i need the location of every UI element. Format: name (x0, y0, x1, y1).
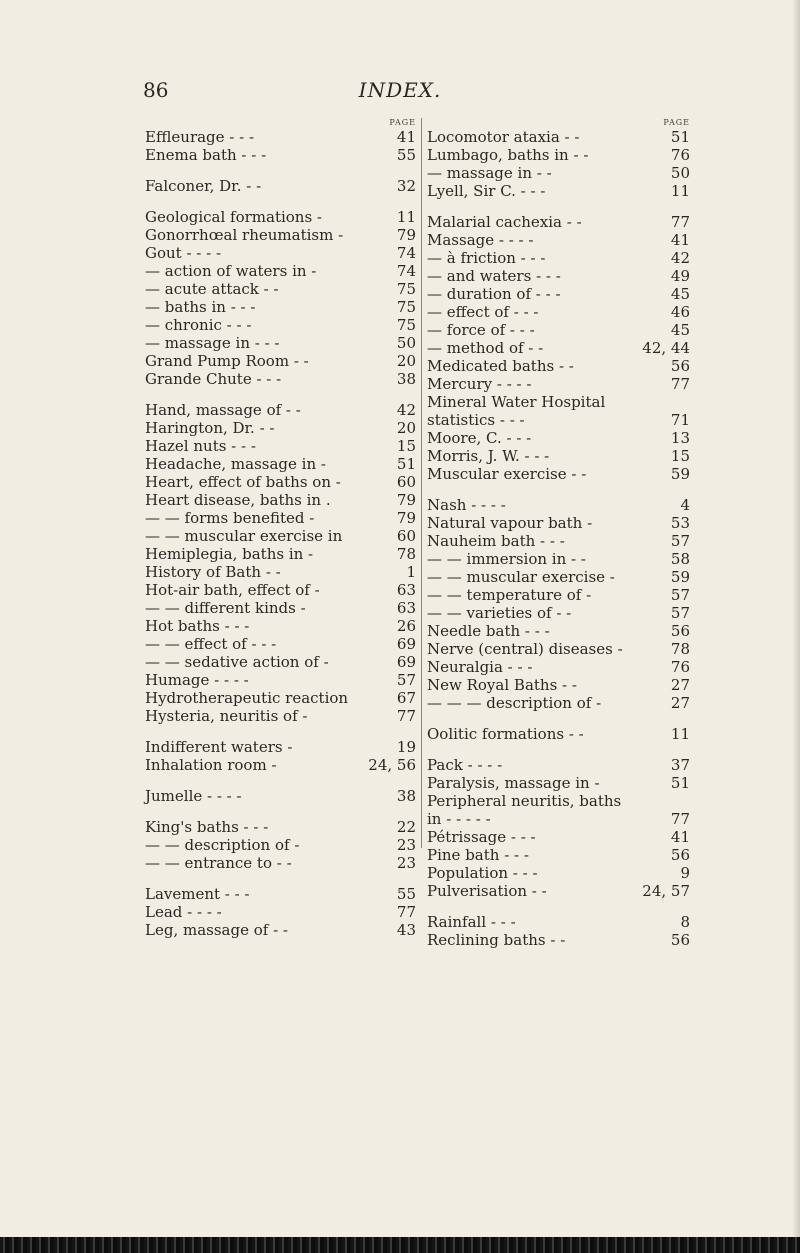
section-gap (145, 872, 416, 885)
index-entry (427, 568, 690, 586)
entry-term: Geological formations - (145, 208, 322, 226)
index-entry (145, 854, 416, 872)
entry-page-ref: 69 (396, 653, 416, 671)
entry-page-ref: 67 (396, 689, 416, 707)
index-entry (145, 671, 416, 689)
entry-page-ref: 50 (670, 164, 690, 182)
section-gap (427, 900, 690, 913)
entry-page-ref: 77 (396, 707, 416, 725)
entry-term: — — sedative action of - (145, 653, 329, 671)
index-entry (427, 864, 690, 882)
entry-page-ref: 41 (396, 128, 416, 146)
index-entry (427, 164, 690, 182)
index-entry (145, 280, 416, 298)
entry-page-ref: 69 (396, 635, 416, 653)
entry-page-ref: 1 (406, 563, 416, 581)
entry-term: Mercury - - - - (427, 375, 532, 393)
index-entry (427, 882, 690, 900)
index-entry (145, 756, 416, 774)
entry-page-ref: 56 (670, 357, 690, 375)
index-entry (145, 455, 416, 473)
entry-page-ref: 32 (396, 177, 416, 195)
entry-term: Paralysis, massage in - (427, 774, 600, 792)
index-entry (145, 635, 416, 653)
entry-term: — — varieties of - - (427, 604, 572, 622)
index-entry (427, 447, 690, 465)
entry-term: — massage in - - (427, 164, 552, 182)
entry-term: Hand, massage of - - (145, 401, 301, 419)
entry-term: — massage in - - - (145, 334, 280, 352)
entry-term: Lavement - - - (145, 885, 250, 903)
entry-term: Pétrissage - - - (427, 828, 536, 846)
index-entry (427, 267, 690, 285)
index-entry (427, 810, 690, 828)
index-entry (145, 527, 416, 545)
entry-page-ref: 38 (396, 370, 416, 388)
index-entry (427, 913, 690, 931)
entry-page-ref: 59 (670, 568, 690, 586)
entry-term: Nerve (central) diseases - (427, 640, 623, 658)
index-entry (145, 352, 416, 370)
entry-term: — — description of - (145, 836, 300, 854)
index-entry (145, 617, 416, 635)
entry-page-ref: 13 (670, 429, 690, 447)
index-entry (145, 128, 416, 146)
entry-term: Medicated baths - - (427, 357, 574, 375)
index-entry (145, 581, 416, 599)
index-entry (145, 509, 416, 527)
index-entry (145, 689, 416, 707)
index-entry (427, 285, 690, 303)
entry-page-ref: 79 (396, 226, 416, 244)
entry-term: Massage - - - - (427, 231, 534, 249)
entry-page-ref: 46 (670, 303, 690, 321)
entry-page-ref: 57 (670, 532, 690, 550)
entry-page-ref: 76 (670, 146, 690, 164)
entry-page-ref: 53 (670, 514, 690, 532)
entry-term: Heart, effect of baths on - (145, 473, 341, 491)
entry-term: Muscular exercise - - (427, 465, 587, 483)
entry-page-ref: 57 (670, 586, 690, 604)
entry-page-ref: 56 (670, 622, 690, 640)
entry-term: — — entrance to - - (145, 854, 292, 872)
entry-term: Effleurage - - - (145, 128, 255, 146)
entry-term: Gonorrhœal rheumatism - (145, 226, 344, 244)
index-entry (427, 725, 690, 743)
section-gap (145, 774, 416, 787)
page-column-heading: PAGE (389, 118, 416, 127)
entry-term: — effect of - - - (427, 303, 539, 321)
entry-term: King's baths - - - (145, 818, 269, 836)
entry-page-ref: 76 (670, 658, 690, 676)
index-entry (145, 262, 416, 280)
index-entry (427, 604, 690, 622)
index-entry (145, 921, 416, 939)
entry-page-ref: 75 (396, 316, 416, 334)
index-entry (427, 774, 690, 792)
entry-page-ref: 27 (670, 694, 690, 712)
entry-term: — chronic - - - (145, 316, 252, 334)
entry-page-ref: 24, 57 (642, 882, 690, 900)
section-gap (145, 388, 416, 401)
index-entry (427, 514, 690, 532)
entry-term: New Royal Baths - - (427, 676, 577, 694)
entry-page-ref: 41 (670, 828, 690, 846)
entry-term: Rainfall - - - (427, 913, 516, 931)
entry-term: — à friction - - - (427, 249, 546, 267)
index-entry (145, 787, 416, 805)
index-entry (427, 532, 690, 550)
entry-page-ref: 59 (670, 465, 690, 483)
index-column-left (145, 118, 416, 939)
entry-page-ref: 23 (396, 854, 416, 872)
entry-term: Reclining baths - - (427, 931, 566, 949)
entry-page-ref: 20 (396, 352, 416, 370)
entry-term: Pine bath - - - (427, 846, 529, 864)
index-entry (427, 676, 690, 694)
entry-page-ref: 37 (670, 756, 690, 774)
entry-page-ref: 79 (396, 509, 416, 527)
section-gap (145, 195, 416, 208)
entry-term: Pulverisation - - (427, 882, 547, 900)
entry-term: — — immersion in - - (427, 550, 586, 568)
entry-term: — — effect of - - - (145, 635, 277, 653)
entry-term: — — temperature of - (427, 586, 592, 604)
entry-term: Grande Chute - - - (145, 370, 282, 388)
entry-page-ref: 63 (396, 599, 416, 617)
entry-page-ref: 60 (396, 473, 416, 491)
index-entry (145, 208, 416, 226)
entry-term: Leg, massage of - - (145, 921, 288, 939)
entry-term: — — different kinds - (145, 599, 306, 617)
scan-bottom-edge (0, 1237, 800, 1253)
index-entry (427, 846, 690, 864)
entry-page-ref: 22 (396, 818, 416, 836)
entry-term: Malarial cachexia - - (427, 213, 582, 231)
entry-term: Pack - - - - (427, 756, 503, 774)
entry-page-ref: 11 (396, 208, 416, 226)
entry-page-ref: 41 (670, 231, 690, 249)
index-entry (427, 303, 690, 321)
index-entry (145, 836, 416, 854)
index-entry (427, 321, 690, 339)
entry-page-ref: 77 (670, 375, 690, 393)
entry-page-ref: 77 (396, 903, 416, 921)
index-entry (427, 550, 690, 568)
entry-term: Morris, J. W. - - - (427, 447, 550, 465)
entry-page-ref: 50 (396, 334, 416, 352)
entry-page-ref: 60 (396, 527, 416, 545)
entry-term: Mineral Water Hospital (427, 393, 606, 411)
entry-term: — — forms benefited - (145, 509, 315, 527)
index-entry (145, 903, 416, 921)
entry-page-ref: 38 (396, 787, 416, 805)
index-entry (427, 249, 690, 267)
index-entry (427, 182, 690, 200)
entry-page-ref: 78 (670, 640, 690, 658)
entry-page-ref: 45 (670, 321, 690, 339)
entry-page-ref: 75 (396, 298, 416, 316)
index-entry (145, 885, 416, 903)
entry-term: Needle bath - - - (427, 622, 550, 640)
section-gap (427, 200, 690, 213)
index-entry (145, 738, 416, 756)
index-entry (427, 586, 690, 604)
entry-page-ref: 51 (670, 128, 690, 146)
index-entry (427, 128, 690, 146)
entry-page-ref: 74 (396, 244, 416, 262)
index-entry (145, 545, 416, 563)
entry-page-ref: 56 (670, 931, 690, 949)
entry-page-ref: 42 (396, 401, 416, 419)
index-entry (427, 393, 690, 411)
entry-term: Nash - - - - (427, 496, 506, 514)
entry-page-ref: 19 (396, 738, 416, 756)
entry-page-ref: 24, 56 (368, 756, 416, 774)
entry-page-ref: 8 (680, 913, 690, 931)
index-entry (427, 792, 690, 810)
entry-term: Falconer, Dr. - - (145, 177, 262, 195)
index-entry (427, 213, 690, 231)
entry-page-ref: 45 (670, 285, 690, 303)
entry-term: Hydrotherapeutic reaction (145, 689, 349, 707)
entry-term: Headache, massage in - (145, 455, 326, 473)
entry-term: — method of - - (427, 339, 544, 357)
section-gap (145, 725, 416, 738)
entry-page-ref: 79 (396, 491, 416, 509)
index-entry (145, 316, 416, 334)
entry-page-ref: 57 (396, 671, 416, 689)
entry-term: — acute attack - - (145, 280, 279, 298)
section-gap (427, 743, 690, 756)
index-entry (427, 146, 690, 164)
entry-page-ref: 4 (680, 496, 690, 514)
index-entry (145, 818, 416, 836)
index-column-right (427, 118, 690, 949)
index-entry (145, 707, 416, 725)
entry-page-ref: 42, 44 (642, 339, 690, 357)
entry-term: Population - - - (427, 864, 538, 882)
page-edge-shadow (792, 0, 800, 1237)
index-entry (427, 496, 690, 514)
entry-term: — action of waters in - (145, 262, 317, 280)
index-entry (427, 828, 690, 846)
entry-term: Lyell, Sir C. - - - (427, 182, 546, 200)
entry-page-ref: 20 (396, 419, 416, 437)
entry-page-ref: 27 (670, 676, 690, 694)
index-entry (145, 146, 416, 164)
entry-term: statistics - - - (427, 411, 525, 429)
index-entry (145, 653, 416, 671)
index-entry (427, 640, 690, 658)
index-entry (145, 401, 416, 419)
index-entry (427, 339, 690, 357)
index-entry (145, 177, 416, 195)
entry-term: — force of - - - (427, 321, 535, 339)
entry-term: Natural vapour bath - (427, 514, 593, 532)
index-entry (427, 694, 690, 712)
entry-term: Hot-air bath, effect of - (145, 581, 320, 599)
index-entry (145, 563, 416, 581)
index-entry (145, 419, 416, 437)
index-entry (145, 437, 416, 455)
entry-term: — — muscular exercise in (145, 527, 343, 545)
column-divider (421, 118, 422, 848)
entry-page-ref: 26 (396, 617, 416, 635)
entry-term: Hemiplegia, baths in - (145, 545, 314, 563)
index-entry (427, 622, 690, 640)
entry-page-ref: 63 (396, 581, 416, 599)
section-gap (145, 164, 416, 177)
entry-term: Peripheral neuritis, baths (427, 792, 622, 810)
entry-page-ref: 43 (396, 921, 416, 939)
entry-term: Inhalation room - (145, 756, 277, 774)
section-gap (145, 805, 416, 818)
entry-page-ref: 77 (670, 810, 690, 828)
entry-term: Lead - - - - (145, 903, 222, 921)
entry-page-ref: 55 (396, 146, 416, 164)
entry-page-ref: 78 (396, 545, 416, 563)
entry-term: Indifferent waters - (145, 738, 293, 756)
entry-page-ref: 51 (670, 774, 690, 792)
index-entry (145, 226, 416, 244)
index-entry (145, 473, 416, 491)
entry-page-ref: 75 (396, 280, 416, 298)
entry-page-ref: 56 (670, 846, 690, 864)
entry-term: — — muscular exercise - (427, 568, 615, 586)
entry-page-ref: 55 (396, 885, 416, 903)
entry-term: Jumelle - - - - (145, 787, 242, 805)
index-entry (427, 931, 690, 949)
entry-term: Enema bath - - - (145, 146, 267, 164)
entry-term: Moore, C. - - - (427, 429, 532, 447)
index-entry (427, 658, 690, 676)
index-entry (145, 298, 416, 316)
entry-term: Locomotor ataxia - - (427, 128, 580, 146)
index-entry (427, 429, 690, 447)
entry-term: History of Bath - - (145, 563, 281, 581)
entry-term: Heart disease, baths in . (145, 491, 331, 509)
index-entry (427, 375, 690, 393)
entry-term: Grand Pump Room - - (145, 352, 309, 370)
index-entry (427, 411, 690, 429)
index-entry (145, 599, 416, 617)
entry-term: — duration of - - - (427, 285, 561, 303)
entry-term: Lumbago, baths in - - (427, 146, 589, 164)
entry-term: Hazel nuts - - - (145, 437, 256, 455)
running-title: INDEX. (358, 78, 442, 102)
entry-page-ref: 15 (670, 447, 690, 465)
entry-term: Harington, Dr. - - (145, 419, 275, 437)
entry-term: — and waters - - - (427, 267, 561, 285)
entry-page-ref: 9 (680, 864, 690, 882)
index-entry (427, 231, 690, 249)
entry-term: — baths in - - - (145, 298, 256, 316)
entry-page-ref: 77 (670, 213, 690, 231)
page-header (0, 78, 800, 102)
page-number: 86 (143, 78, 169, 102)
entry-page-ref: 15 (396, 437, 416, 455)
page-column-heading: PAGE (663, 118, 690, 127)
entry-page-ref: 51 (396, 455, 416, 473)
entry-term: — — — description of - (427, 694, 602, 712)
entry-page-ref: 49 (670, 267, 690, 285)
entry-page-ref: 57 (670, 604, 690, 622)
entry-term: Hot baths - - - (145, 617, 250, 635)
entry-page-ref: 11 (670, 182, 690, 200)
entry-page-ref: 42 (670, 249, 690, 267)
entry-page-ref: 71 (670, 411, 690, 429)
section-gap (427, 483, 690, 496)
index-entry (427, 357, 690, 375)
index-entry (145, 370, 416, 388)
entry-term: Oolitic formations - - (427, 725, 584, 743)
index-entry (145, 334, 416, 352)
index-entry (145, 491, 416, 509)
index-entry (145, 244, 416, 262)
entry-page-ref: 58 (670, 550, 690, 568)
entry-page-ref: 74 (396, 262, 416, 280)
entry-term: Nauheim bath - - - (427, 532, 565, 550)
entry-term: in - - - - - (427, 810, 491, 828)
entry-term: Hysteria, neuritis of - (145, 707, 308, 725)
index-entry (427, 756, 690, 774)
index-entry (427, 465, 690, 483)
entry-term: Gout - - - - (145, 244, 222, 262)
entry-page-ref: 23 (396, 836, 416, 854)
entry-page-ref: 11 (670, 725, 690, 743)
entry-term: Neuralgia - - - (427, 658, 533, 676)
section-gap (427, 712, 690, 725)
entry-term: Humage - - - - (145, 671, 249, 689)
